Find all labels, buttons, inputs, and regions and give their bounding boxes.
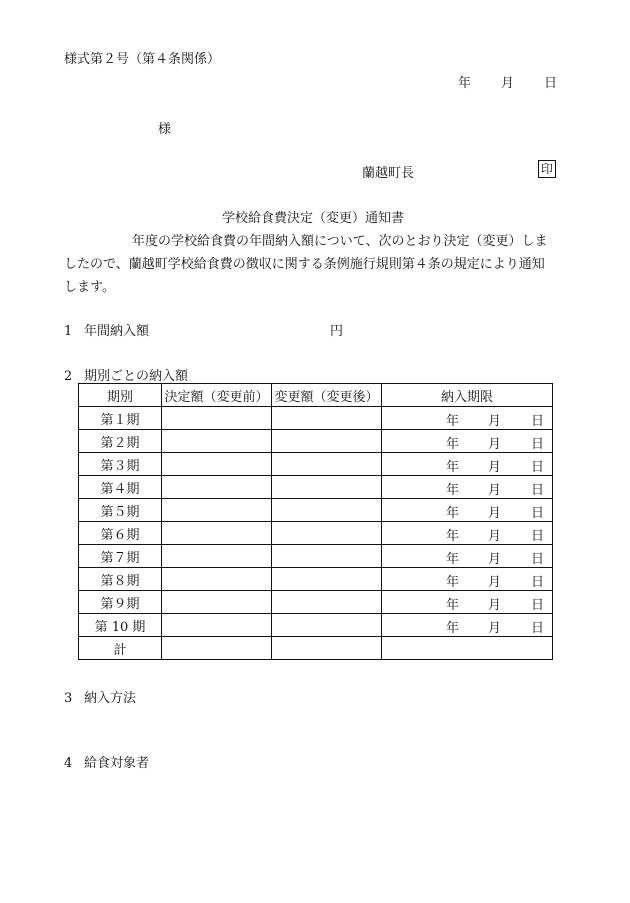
due-date-fields — [382, 453, 552, 475]
yen-unit: 円 — [330, 324, 344, 339]
due-month-label: 月 — [488, 483, 502, 498]
section-label: 給食対象者 — [84, 756, 150, 771]
section-payment-method — [64, 687, 136, 706]
period-cell: 第４期 — [79, 476, 162, 499]
body-line: します。 — [64, 280, 115, 295]
total-due-cell — [382, 637, 553, 660]
due-date-fields — [382, 499, 552, 521]
header-period: 期別 — [79, 384, 162, 407]
due-day-label: 日 — [531, 460, 545, 475]
due-date-fields — [382, 568, 552, 590]
date-month: 月 — [501, 76, 515, 91]
due-date-cell[interactable] — [382, 545, 553, 568]
body-line: したので、蘭越町学校給食費の徴収に関する条例施行規則第４条の規定により通知 — [64, 257, 545, 272]
changed-amount-cell[interactable] — [272, 591, 382, 614]
table-row — [79, 453, 553, 476]
due-year-label: 年 — [446, 621, 460, 636]
due-year-label: 年 — [446, 598, 460, 613]
due-year-label: 年 — [446, 483, 460, 498]
due-day-label: 日 — [531, 506, 545, 521]
due-day-label: 日 — [531, 552, 545, 567]
decided-amount-cell[interactable] — [162, 476, 272, 499]
due-year-label: 年 — [446, 506, 460, 521]
due-day-label: 日 — [531, 621, 545, 636]
due-date-cell[interactable] — [382, 453, 553, 476]
section-number: 4 — [64, 756, 73, 771]
due-date-cell[interactable] — [382, 430, 553, 453]
total-row — [79, 637, 553, 660]
table-row — [79, 568, 553, 591]
changed-amount-cell[interactable] — [272, 545, 382, 568]
section-number: 2 — [64, 369, 73, 384]
due-date-fields — [382, 522, 552, 544]
due-month-label: 月 — [488, 621, 502, 636]
due-date-cell[interactable] — [382, 522, 553, 545]
changed-amount-cell[interactable] — [272, 476, 382, 499]
due-date-fields — [382, 430, 552, 452]
section-label: 納入方法 — [84, 691, 137, 706]
due-day-label: 日 — [531, 483, 545, 498]
table-row — [79, 499, 553, 522]
due-month-label: 月 — [488, 575, 502, 590]
changed-amount-cell[interactable] — [272, 407, 382, 430]
changed-amount-cell[interactable] — [272, 499, 382, 522]
period-cell: 第６期 — [79, 522, 162, 545]
due-year-label: 年 — [446, 575, 460, 590]
changed-amount-cell[interactable] — [272, 568, 382, 591]
header-decided-amount: 決定額（変更前） — [162, 384, 272, 407]
total-changed-cell[interactable] — [272, 637, 382, 660]
period-cell: 第５期 — [79, 499, 162, 522]
table-row — [79, 591, 553, 614]
period-cell: 第３期 — [79, 453, 162, 476]
decided-amount-cell[interactable] — [162, 407, 272, 430]
decided-amount-cell[interactable] — [162, 568, 272, 591]
due-month-label: 月 — [488, 506, 502, 521]
due-date-fields — [382, 591, 552, 613]
section-period-amounts — [64, 365, 188, 384]
due-date-fields — [382, 614, 552, 636]
total-label: 計 — [79, 637, 162, 660]
period-cell: 第７期 — [79, 545, 162, 568]
period-cell: 第８期 — [79, 568, 162, 591]
changed-amount-cell[interactable] — [272, 614, 382, 637]
decided-amount-cell[interactable] — [162, 591, 272, 614]
table-header-row — [79, 384, 553, 407]
due-date-cell[interactable] — [382, 407, 553, 430]
decided-amount-cell[interactable] — [162, 545, 272, 568]
body-text — [64, 230, 554, 299]
decided-amount-cell[interactable] — [162, 499, 272, 522]
due-date-cell[interactable] — [382, 476, 553, 499]
due-year-label: 年 — [446, 414, 460, 429]
issue-date — [458, 72, 557, 91]
period-cell: 第 10 期 — [79, 614, 162, 637]
due-date-cell[interactable] — [382, 568, 553, 591]
decided-amount-cell[interactable] — [162, 614, 272, 637]
date-year: 年 — [458, 76, 472, 91]
addressee-suffix: 様 — [158, 122, 172, 137]
total-decided-cell[interactable] — [162, 637, 272, 660]
due-year-label: 年 — [446, 552, 460, 567]
section-number: 3 — [64, 691, 73, 706]
table-row — [79, 522, 553, 545]
due-month-label: 月 — [488, 460, 502, 475]
period-cell: 第９期 — [79, 591, 162, 614]
issuer-name: 蘭越町長 — [362, 166, 415, 181]
table-row — [79, 545, 553, 568]
table-row — [79, 614, 553, 637]
due-day-label: 日 — [531, 575, 545, 590]
header-changed-amount: 変更額（変更後） — [272, 384, 382, 407]
due-month-label: 月 — [488, 598, 502, 613]
due-day-label: 日 — [531, 414, 545, 429]
changed-amount-cell[interactable] — [272, 430, 382, 453]
table-row — [79, 407, 553, 430]
due-date-fields — [382, 407, 552, 429]
due-month-label: 月 — [488, 529, 502, 544]
date-day: 日 — [544, 76, 558, 91]
document-title: 学校給食費決定（変更）通知書 — [222, 211, 405, 226]
decided-amount-cell[interactable] — [162, 453, 272, 476]
decided-amount-cell[interactable] — [162, 522, 272, 545]
due-day-label: 日 — [531, 598, 545, 613]
table-row — [79, 430, 553, 453]
changed-amount-cell[interactable] — [272, 522, 382, 545]
due-day-label: 日 — [531, 529, 545, 544]
period-cell: 第１期 — [79, 407, 162, 430]
due-month-label: 月 — [488, 437, 502, 452]
due-date-cell[interactable] — [382, 499, 553, 522]
section-number: 1 — [64, 324, 73, 339]
due-date-fields — [382, 476, 552, 498]
changed-amount-cell[interactable] — [272, 453, 382, 476]
section-label: 年間納入額 — [84, 324, 150, 339]
decided-amount-cell[interactable] — [162, 430, 272, 453]
body-line: 年度の学校給食費の年間納入額について、次のとおり決定（変更）しま — [132, 234, 548, 249]
due-day-label: 日 — [531, 437, 545, 452]
seal-mark: 印 — [538, 160, 556, 178]
section-annual-amount — [64, 320, 149, 339]
section-label: 期別ごとの納入額 — [84, 369, 189, 384]
form-number: 様式第２号（第４条関係） — [64, 52, 221, 67]
table-row — [79, 476, 553, 499]
due-date-cell[interactable] — [382, 614, 553, 637]
payment-schedule-table — [78, 383, 553, 660]
due-year-label: 年 — [446, 460, 460, 475]
header-due-date: 納入期限 — [382, 384, 553, 407]
due-year-label: 年 — [446, 529, 460, 544]
section-meal-recipient — [64, 752, 149, 771]
period-cell: 第２期 — [79, 430, 162, 453]
due-date-fields — [382, 545, 552, 567]
due-year-label: 年 — [446, 437, 460, 452]
due-date-cell[interactable] — [382, 591, 553, 614]
due-month-label: 月 — [488, 414, 502, 429]
due-month-label: 月 — [488, 552, 502, 567]
